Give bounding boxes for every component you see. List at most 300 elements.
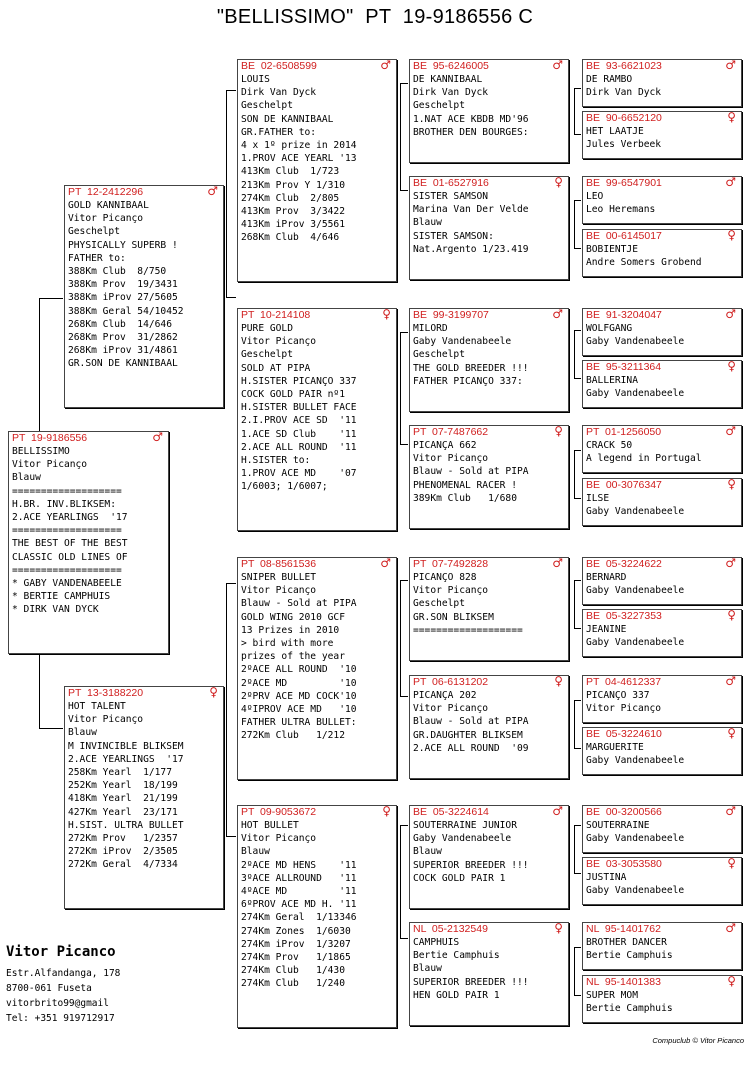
pigeon-card-gggp-1[interactable]: [582, 59, 742, 107]
pigeon-detail-line: Vitor Picanço: [68, 213, 144, 225]
male-symbol-icon: ♂: [152, 431, 163, 444]
pigeon-detail-line: 274Km Club 1/430: [241, 965, 345, 977]
pigeon-detail-line: 413Km Club 1/723: [241, 166, 340, 178]
pigeon-card-sire-dam[interactable]: [237, 308, 397, 531]
pigeon-detail-line: 272Km Prov 1/2357: [68, 832, 178, 844]
pigeon-name: DE RAMBO: [586, 74, 633, 85]
pigeon-detail-line: Gaby Vandenabeele: [413, 336, 512, 348]
pigeon-detail-line: Gaby Vandenabeele: [586, 885, 685, 897]
pigeon-details: [410, 819, 568, 885]
pigeon-detail-line: Vitor Picanço: [413, 703, 489, 715]
pigeon-details: [583, 689, 741, 715]
pigeon-card-ggp-6[interactable]: [409, 675, 569, 779]
pigeon-detail-line: 4ºIPROV ACE MD '10: [241, 703, 357, 715]
pigeon-details: [238, 819, 396, 990]
pigeon-name: HET LAATJE: [586, 126, 644, 137]
male-symbol-icon: ♂: [725, 176, 736, 189]
pigeon-header: [9, 432, 168, 445]
ring-number: BE 99-6547901: [586, 177, 662, 189]
ring-number: NL 05-2132549: [413, 923, 488, 935]
ring-number: PT 19-9186556: [12, 432, 88, 444]
pigeon-detail-line: Blauw: [241, 846, 270, 858]
pigeon-detail-line: Vitor Picanço: [241, 336, 317, 348]
pigeon-name: PICANÇA 202: [413, 690, 477, 701]
pigeon-detail-line: H.SISTER BULLET FACE: [241, 402, 357, 414]
pigeon-name: LOUIS: [241, 74, 270, 85]
pigeon-detail-line: Gaby Vandenabeele: [586, 388, 685, 400]
pigeon-detail-line: * DIRK VAN DYCK: [12, 604, 99, 616]
pigeon-detail-line: THE GOLD BREEDER !!!: [413, 362, 529, 374]
female-symbol-icon: ♀: [727, 360, 736, 373]
pigeon-detail-line: Blauw: [413, 846, 442, 858]
pigeon-detail-line: 2ºACE ALL ROUND '10: [241, 664, 357, 676]
pigeon-header: [583, 676, 741, 689]
pigeon-details: [583, 439, 741, 465]
pigeon-detail-line: 2.ACE ALL ROUND '11: [241, 441, 357, 453]
pigeon-detail-line: 274Km Prov 1/1865: [241, 951, 351, 963]
ring-number: BE 91-3204047: [586, 309, 662, 321]
pigeon-detail-line: 1.NAT ACE KBDB MD'96: [413, 113, 529, 125]
pigeon-header: [238, 309, 396, 322]
pigeon-header: [583, 309, 741, 322]
pigeon-card-gggp-11[interactable]: [582, 675, 742, 723]
female-symbol-icon: ♀: [727, 478, 736, 491]
pigeon-detail-line: Vitor Picanço: [586, 703, 662, 715]
pigeon-detail-line: 2ºPRV ACE MD COCK'10: [241, 690, 357, 702]
pigeon-detail-line: Vitor Picanço: [413, 453, 489, 465]
pigeon-name: CRACK 50: [586, 440, 633, 451]
pigeon-card-ggp-1[interactable]: [409, 59, 569, 163]
owner-address-line: 8700-061 Fuseta: [6, 983, 92, 994]
pigeon-header: [410, 558, 568, 571]
ring-number: PT 07-7487662: [413, 426, 489, 438]
pigeon-header: [410, 676, 568, 689]
pigeon-detail-line: 13 Prizes in 2010: [241, 624, 340, 636]
male-symbol-icon: ♂: [380, 59, 391, 72]
pigeon-card-gggp-12[interactable]: [582, 727, 742, 775]
female-symbol-icon: ♀: [727, 857, 736, 870]
pigeon-detail-line: Vitor Picanço: [68, 714, 144, 726]
pigeon-detail-line: GR.DAUGHTER BLIKSEM: [413, 729, 523, 741]
pigeon-detail-line: 2.ACE YEARLINGS '17: [68, 753, 184, 765]
pigeon-detail-line: A legend in Portugal: [586, 453, 702, 465]
pigeon-detail-line: FATHER ULTRA BULLET:: [241, 717, 357, 729]
pigeon-header: [583, 728, 741, 741]
pigeon-name: SISTER SAMSON: [413, 191, 489, 202]
pigeon-name: LEO: [586, 191, 604, 202]
ring-number: BE 90-6652120: [586, 112, 662, 124]
pigeon-detail-line: 2ºACE MD HENS '11: [241, 859, 357, 871]
owner-phone: Tel: +351 919712917: [6, 1013, 115, 1024]
pigeon-header: [583, 858, 741, 871]
owner-name: Vitor Picanco: [6, 944, 116, 960]
pigeon-card-gggp-15[interactable]: [582, 922, 742, 970]
pigeon-header: [238, 558, 396, 571]
pigeon-name: DE KANNIBAAL: [413, 74, 483, 85]
pigeon-detail-line: 413Km iProv 3/5561: [241, 219, 345, 231]
male-symbol-icon: ♂: [725, 805, 736, 818]
pigeon-detail-line: * BERTIE CAMPHUIS: [12, 591, 111, 603]
pigeon-detail-line: SOLD AT PIPA: [241, 362, 311, 374]
pigeon-detail-line: 1.PROV ACE YEARL '13: [241, 153, 357, 165]
male-symbol-icon: ♂: [552, 59, 563, 72]
pigeon-card-ggp-4[interactable]: [409, 425, 569, 529]
pigeon-detail-line: Marina Van Der Velde: [413, 204, 529, 216]
pigeon-detail-line: SUPERIOR BREEDER !!!: [413, 976, 529, 988]
pigeon-detail-line: BROTHER DEN BOURGES:: [413, 126, 529, 138]
pigeon-header: [583, 558, 741, 571]
pigeon-detail-line: 2.ACE YEARLINGS '17: [12, 511, 128, 523]
pigeon-name: GOLD KANNIBAAL: [68, 200, 149, 211]
pigeon-detail-line: 388Km Geral 54/10452: [68, 305, 184, 317]
pigeon-details: [583, 819, 741, 845]
ring-number: BE 00-3076347: [586, 479, 662, 491]
pigeon-detail-line: Vitor Picanço: [12, 459, 88, 471]
pigeon-detail-line: Dirk Van Dyck: [241, 87, 317, 99]
pigeon-detail-line: 268Km iProv 31/4861: [68, 345, 178, 357]
pigeon-detail-line: 388Km iProv 27/5605: [68, 292, 178, 304]
male-symbol-icon: ♂: [552, 308, 563, 321]
pigeon-header: [583, 112, 741, 125]
pigeon-detail-line: COCK GOLD PAIR 1: [413, 872, 506, 884]
pigeon-header: [410, 923, 568, 936]
ring-number: BE 00-3200566: [586, 806, 662, 818]
pigeon-header: [65, 687, 223, 700]
pigeon-detail-line: 213Km Prov Y 1/310: [241, 179, 345, 191]
pigeon-detail-line: Gaby Vandenabeele: [413, 833, 512, 845]
pigeon-detail-line: Geschelpt: [413, 598, 465, 610]
pigeon-card-gggp-7[interactable]: [582, 425, 742, 473]
pigeon-card-gggp-5[interactable]: [582, 308, 742, 356]
pigeon-detail-line: 418Km Yearl 21/199: [68, 793, 178, 805]
pedigree-title: "BELLISSIMO" PT 19-9186556 C: [216, 6, 534, 28]
male-symbol-icon: ♂: [725, 425, 736, 438]
male-symbol-icon: ♂: [380, 557, 391, 570]
pigeon-detail-line: Gaby Vandenabeele: [586, 585, 685, 597]
pigeon-name: MILORD: [413, 323, 448, 334]
pigeon-name: BROTHER DANCER: [586, 937, 667, 948]
pigeon-detail-line: Blauw: [413, 963, 442, 975]
female-symbol-icon: ♀: [382, 308, 391, 321]
ring-number: NL 95-1401762: [586, 923, 661, 935]
pigeon-name: BALLERINA: [586, 375, 638, 386]
pigeon-detail-line: THE BEST OF THE BEST: [12, 538, 128, 550]
pigeon-details: [238, 571, 396, 742]
pigeon-detail-line: ===================: [413, 624, 523, 636]
ring-number: BE 01-6527916: [413, 177, 489, 189]
pigeon-detail-line: Blauw: [12, 472, 41, 484]
pigeon-header: [238, 60, 396, 73]
pigeon-detail-line: GR.SON BLIKSEM: [413, 611, 494, 623]
pigeon-name: ILSE: [586, 493, 610, 504]
pigeon-name: HOT BULLET: [241, 820, 299, 831]
pigeon-detail-line: 4ºACE MD '11: [241, 885, 357, 897]
pigeon-name: JEANINE: [586, 624, 627, 635]
pigeon-detail-line: 427Km Yearl 23/171: [68, 806, 178, 818]
pigeon-name: BERNARD: [586, 572, 627, 583]
pigeon-detail-line: Leo Heremans: [586, 204, 656, 216]
pigeon-detail-line: 268Km Club 14/646: [68, 318, 172, 330]
pigeon-detail-line: 1.PROV ACE MD '07: [241, 468, 357, 480]
pigeon-detail-line: SON DE KANNIBAAL: [241, 113, 334, 125]
pigeon-details: [410, 439, 568, 505]
pigeon-card-ggp-5[interactable]: [409, 557, 569, 661]
ring-number: PT 10-214108: [241, 309, 311, 321]
ring-number: BE 03-3053580: [586, 858, 662, 870]
pigeon-card-gggp-4[interactable]: [582, 229, 742, 277]
pigeon-detail-line: 388Km Prov 19/3431: [68, 279, 178, 291]
pigeon-detail-line: 274Km Club 2/805: [241, 192, 340, 204]
pigeon-detail-line: 2ºACE MD '10: [241, 677, 357, 689]
pigeon-header: [583, 230, 741, 243]
pigeon-detail-line: Gaby Vandenabeele: [586, 637, 685, 649]
pigeon-detail-line: FATHER to:: [68, 252, 126, 264]
pigeon-detail-line: Geschelpt: [241, 100, 293, 112]
pigeon-detail-line: Dirk Van Dyck: [413, 87, 489, 99]
female-symbol-icon: ♀: [554, 176, 563, 189]
pigeon-card-gggp-8[interactable]: [582, 478, 742, 526]
pigeon-detail-line: Nat.Argento 1/23.419: [413, 243, 529, 255]
pigeon-detail-line: Andre Somers Grobend: [586, 257, 702, 269]
owner-email[interactable]: vitorbrito99@gmail: [6, 998, 109, 1009]
pigeon-card-gggp-10[interactable]: [582, 609, 742, 657]
pigeon-detail-line: H.BR. INV.BLIKSEM:: [12, 498, 116, 510]
pigeon-detail-line: Bertie Camphuis: [586, 950, 673, 962]
female-symbol-icon: ♀: [727, 609, 736, 622]
pigeon-card-gggp-13[interactable]: [582, 805, 742, 853]
ring-number: BE 93-6621023: [586, 60, 662, 72]
pigeon-header: [583, 426, 741, 439]
pigeon-name: SUPER MOM: [586, 990, 638, 1001]
female-symbol-icon: ♀: [727, 975, 736, 988]
pigeon-details: [238, 73, 396, 244]
pigeon-detail-line: GR.FATHER to:: [241, 126, 317, 138]
pigeon-header: [410, 309, 568, 322]
male-symbol-icon: ♂: [207, 185, 218, 198]
pigeon-name: JUSTINA: [586, 872, 627, 883]
male-symbol-icon: ♂: [552, 557, 563, 570]
pigeon-detail-line: > bird with more: [241, 637, 334, 649]
pigeon-detail-line: Geschelpt: [413, 100, 465, 112]
pigeon-detail-line: 252Km Yearl 18/199: [68, 780, 178, 792]
female-symbol-icon: ♀: [727, 111, 736, 124]
male-symbol-icon: ♂: [725, 922, 736, 935]
pigeon-detail-line: PHYSICALLY SUPERB !: [68, 239, 178, 251]
pigeon-detail-line: Bertie Camphuis: [413, 950, 500, 962]
female-symbol-icon: ♀: [209, 686, 218, 699]
pigeon-details: [410, 190, 568, 256]
pigeon-detail-line: Blauw - Sold at PIPA: [413, 716, 529, 728]
pigeon-card-gggp-9[interactable]: [582, 557, 742, 605]
pigeon-name: SOUTERRAINE JUNIOR: [413, 820, 517, 831]
pigeon-detail-line: Blauw - Sold at PIPA: [413, 466, 529, 478]
pigeon-name: PICANÇO 337: [586, 690, 650, 701]
pigeon-card-gggp-2[interactable]: [582, 111, 742, 159]
pigeon-detail-line: 2.I.PROV ACE SD '11: [241, 415, 357, 427]
pigeon-detail-line: Geschelpt: [241, 349, 293, 361]
ring-number: BE 05-3224622: [586, 558, 662, 570]
pigeon-detail-line: PHENOMENAL RACER !: [413, 479, 517, 491]
pigeon-detail-line: Jules Verbeek: [586, 139, 662, 151]
ring-number: PT 06-6131202: [413, 676, 489, 688]
pigeon-detail-line: Dirk Van Dyck: [586, 87, 662, 99]
female-symbol-icon: ♀: [554, 425, 563, 438]
pigeon-details: [583, 243, 741, 269]
pigeon-detail-line: H.SISTER PICANÇO 337: [241, 375, 357, 387]
female-symbol-icon: ♀: [382, 805, 391, 818]
female-symbol-icon: ♀: [554, 675, 563, 688]
pigeon-name: SNIPER BULLET: [241, 572, 317, 583]
pigeon-detail-line: 2.ACE ALL ROUND '09: [413, 742, 529, 754]
pigeon-details: [583, 571, 741, 597]
pigeon-name: BOBIENTJE: [586, 244, 638, 255]
ring-number: PT 12-2412296: [68, 186, 144, 198]
pigeon-card-gggp-3[interactable]: [582, 176, 742, 224]
pigeon-detail-line: * GABY VANDENABEELE: [12, 577, 122, 589]
pigeon-name: CAMPHUIS: [413, 937, 460, 948]
pigeon-detail-line: 3ºACE ALLROUND '11: [241, 872, 357, 884]
pigeon-details: [583, 871, 741, 897]
pigeon-detail-line: Vitor Picanço: [413, 585, 489, 597]
pigeon-card-gggp-6[interactable]: [582, 360, 742, 408]
pigeon-card-dam-sire[interactable]: [237, 557, 397, 780]
pigeon-detail-line: Gaby Vandenabeele: [586, 833, 685, 845]
pigeon-header: [583, 923, 741, 936]
pigeon-detail-line: 274Km Geral 1/13346: [241, 912, 357, 924]
pigeon-header: [583, 976, 741, 989]
pigeon-detail-line: ===================: [12, 485, 122, 497]
pigeon-name: PURE GOLD: [241, 323, 293, 334]
pigeon-name: PICANÇA 662: [413, 440, 477, 451]
pigeon-detail-line: 1.ACE SD Club '11: [241, 428, 357, 440]
pigeon-detail-line: 268Km Prov 31/2862: [68, 331, 178, 343]
ring-number: BE 95-3211364: [586, 361, 662, 373]
pigeon-detail-line: Gaby Vandenabeele: [586, 336, 685, 348]
pigeon-card-gggp-16[interactable]: [582, 975, 742, 1023]
pigeon-detail-line: ===================: [12, 525, 122, 537]
pigeon-details: [583, 73, 741, 99]
ring-number: PT 08-8561536: [241, 558, 317, 570]
ring-number: PT 09-9053672: [241, 806, 317, 818]
pigeon-card-gggp-14[interactable]: [582, 857, 742, 905]
pigeon-detail-line: 4 x 1º prize in 2014: [241, 139, 357, 151]
ring-number: BE 02-6508599: [241, 60, 317, 72]
pigeon-card-subject[interactable]: [8, 431, 169, 654]
pigeon-detail-line: 272Km Club 1/212: [241, 730, 345, 742]
pigeon-detail-line: 274Km Zones 1/6030: [241, 925, 351, 937]
owner-address-line: Estr.Alfandanga, 178: [6, 968, 121, 979]
pigeon-details: [583, 322, 741, 348]
pigeon-detail-line: 1/6003; 1/6007;: [241, 481, 328, 493]
pigeon-header: [583, 610, 741, 623]
pigeon-detail-line: SISTER SAMSON:: [413, 230, 494, 242]
pigeon-detail-line: 388Km Club 8/750: [68, 265, 167, 277]
ring-number: PT 01-1256050: [586, 426, 662, 438]
male-symbol-icon: ♂: [725, 557, 736, 570]
pigeon-details: [9, 445, 168, 616]
pigeon-detail-line: Bertie Camphuis: [586, 1003, 673, 1015]
pigeon-details: [65, 199, 223, 370]
pigeon-detail-line: Blauw: [68, 727, 97, 739]
pigeon-detail-line: Geschelpt: [413, 349, 465, 361]
pigeon-detail-line: Geschelpt: [68, 226, 120, 238]
pigeon-details: [583, 936, 741, 962]
female-symbol-icon: ♀: [727, 229, 736, 242]
pigeon-details: [410, 322, 568, 388]
pigeon-details: [583, 374, 741, 400]
pigeon-name: SOUTERRAINE: [586, 820, 650, 831]
footer-credit: Compuclub © Vitor Picanco: [652, 1036, 744, 1045]
pigeon-card-dam-dam[interactable]: [237, 805, 397, 1028]
ring-number: BE 00-6145017: [586, 230, 662, 242]
female-symbol-icon: ♀: [727, 727, 736, 740]
pigeon-card-ggp-2[interactable]: [409, 176, 569, 280]
pigeon-card-ggp-7[interactable]: [409, 805, 569, 909]
pigeon-header: [410, 426, 568, 439]
pigeon-detail-line: 268Km Club 4/646: [241, 232, 340, 244]
pigeon-header: [583, 60, 741, 73]
pigeon-card-sire[interactable]: [64, 185, 224, 408]
pigeon-details: [583, 190, 741, 216]
pigeon-header: [410, 177, 568, 190]
pigeon-detail-line: H.SISTER to:: [241, 454, 311, 466]
pigeon-details: [583, 623, 741, 649]
pigeon-header: [583, 479, 741, 492]
pigeon-detail-line: 272Km Geral 4/7334: [68, 859, 178, 871]
pigeon-details: [583, 741, 741, 767]
pigeon-details: [583, 989, 741, 1015]
pigeon-detail-line: M INVINCIBLE BLIKSEM: [68, 740, 184, 752]
pigeon-detail-line: Gaby Vandenabeele: [586, 755, 685, 767]
pigeon-details: [410, 571, 568, 637]
female-symbol-icon: ♀: [554, 922, 563, 935]
pigeon-header: [410, 806, 568, 819]
pigeon-detail-line: Gaby Vandenabeele: [586, 506, 685, 518]
pigeon-detail-line: prizes of the year: [241, 651, 345, 663]
pigeon-details: [410, 936, 568, 1002]
pigeon-detail-line: Vitor Picanço: [241, 585, 317, 597]
pigeon-detail-line: 274Km iProv 1/3207: [241, 938, 351, 950]
pigeon-detail-line: 274Km Club 1/240: [241, 978, 345, 990]
owner-info: [6, 944, 120, 1026]
pigeon-details: [583, 492, 741, 518]
male-symbol-icon: ♂: [725, 308, 736, 321]
pigeon-card-ggp-3[interactable]: [409, 308, 569, 412]
pigeon-card-ggp-8[interactable]: [409, 922, 569, 1026]
ring-number: PT 04-4612337: [586, 676, 662, 688]
ring-number: NL 95-1401383: [586, 976, 661, 988]
pigeon-header: [583, 177, 741, 190]
ring-number: BE 05-3227353: [586, 610, 662, 622]
pigeon-detail-line: SUPERIOR BREEDER !!!: [413, 859, 529, 871]
pigeon-details: [65, 700, 223, 871]
pigeon-card-sire-sire[interactable]: [237, 59, 397, 282]
ring-number: BE 99-3199707: [413, 309, 489, 321]
pigeon-name: HOT TALENT: [68, 701, 126, 712]
pigeon-detail-line: HEN GOLD PAIR 1: [413, 989, 500, 1001]
pigeon-detail-line: 413Km Prov 3/3422: [241, 205, 345, 217]
pigeon-detail-line: FATHER PICANÇO 337:: [413, 375, 523, 387]
pigeon-detail-line: GOLD WING 2010 GCF: [241, 611, 345, 623]
pigeon-detail-line: GR.SON DE KANNIBAAL: [68, 358, 178, 370]
ring-number: BE 05-3224610: [586, 728, 662, 740]
pigeon-name: PICANÇO 828: [413, 572, 477, 583]
ring-number: BE 95-6246005: [413, 60, 489, 72]
pigeon-card-dam[interactable]: [64, 686, 224, 909]
pigeon-header: [583, 806, 741, 819]
pigeon-header: [65, 186, 223, 199]
pigeon-detail-line: 258Km Yearl 1/177: [68, 766, 172, 778]
